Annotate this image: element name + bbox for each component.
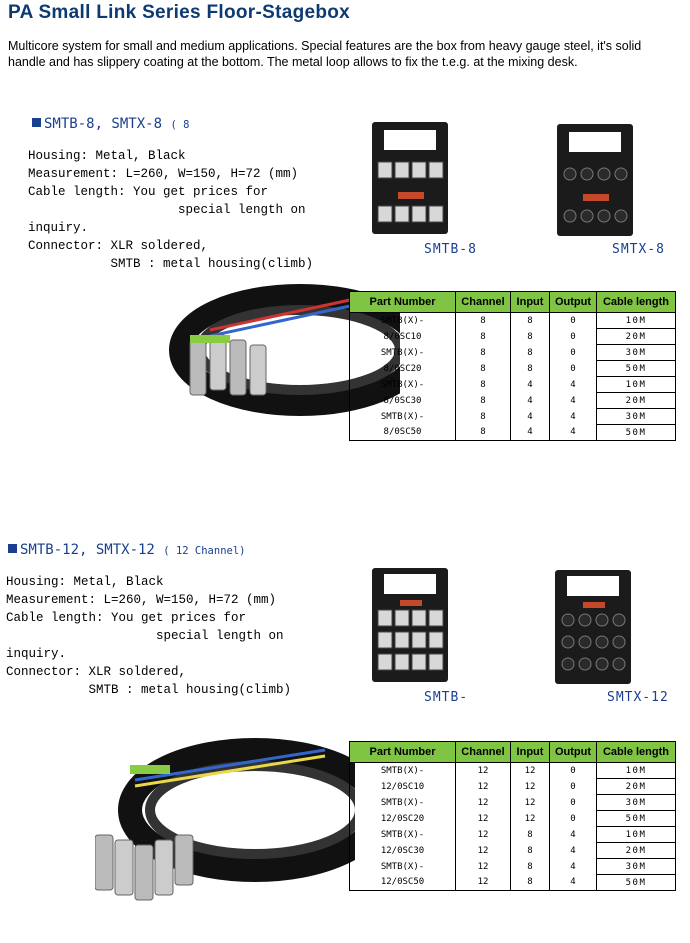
stagebox-smtx-8-image xyxy=(555,122,635,242)
table-row: SMTB(X)- 8 4 4 10M xyxy=(350,377,676,393)
table-row: SMTB(X)- 12 8 4 30M xyxy=(350,859,676,875)
table-row: SMTB(X)- 8 8 0 30M xyxy=(350,345,676,361)
table-row: 12/0SC30 12 8 4 20M xyxy=(350,843,676,859)
col-input: Input xyxy=(511,292,550,313)
section-heading: SMTB-8, SMTX-8 ( 8 xyxy=(32,116,189,132)
spec-text: Housing: Metal, Black Measurement: L=260, W=150, H=72 (mm) Cable length: You get prices for special length on inquiry. Connector: XLR soldered, SMTB : metal housing(climb) xyxy=(28,149,314,271)
col-part-number: Part Number xyxy=(350,742,456,763)
cable-xlr-12-image xyxy=(95,690,355,915)
col-channel: Channel xyxy=(456,742,511,763)
table-row: 8/0SC30 8 4 4 20M xyxy=(350,393,676,409)
intro-text: Multicore system for small and medium applications. Special features are the box from heavy gauge steel, it's solid handle and has slippery coating at the bottom. The metal loop allows to fix the t.e.g. at the mixing desk. xyxy=(8,39,642,69)
table-row: 8/0SC50 8 4 4 50M xyxy=(350,425,676,441)
stagebox-smtx-12-image xyxy=(553,568,633,688)
col-channel: Channel xyxy=(456,292,511,313)
section-heading: SMTB-12, SMTX-12 ( 12 Channel) xyxy=(8,542,245,558)
col-cable-length: Cable length xyxy=(597,742,676,763)
model-label-a: SMTB- xyxy=(424,690,469,705)
table-row: 8/0SC20 8 8 0 50M xyxy=(350,361,676,377)
table-row: 12/0SC20 12 12 0 50M xyxy=(350,811,676,827)
table-row: SMTB(X)- 12 12 0 30M xyxy=(350,795,676,811)
bullet-square-icon xyxy=(8,544,17,553)
table-row: 12/0SC50 12 8 4 50M xyxy=(350,875,676,891)
page-title: PA Small Link Series Floor-Stagebox xyxy=(8,2,351,23)
model-label-b: SMTX-8 xyxy=(612,242,665,257)
bullet-square-icon xyxy=(32,118,41,127)
table-row: 12/0SC10 12 12 0 20M xyxy=(350,779,676,795)
table-row: SMTB(X)- 8 4 4 30M xyxy=(350,409,676,425)
spec-text: Housing: Metal, Black Measurement: L=260, W=150, H=72 (mm) Cable length: You get prices for special length on inquiry. Connector: XLR soldered, SMTB : metal housing(climb) xyxy=(6,575,292,697)
col-input: Input xyxy=(511,742,550,763)
col-cable-length: Cable length xyxy=(597,292,676,313)
table-row: SMTB(X)- 8 8 0 10M xyxy=(350,313,676,329)
col-part-number: Part Number xyxy=(350,292,456,313)
model-label-a: SMTB-8 xyxy=(424,242,477,257)
part-table-12 xyxy=(349,741,676,891)
stagebox-smtb-8-image xyxy=(370,120,450,240)
table-row: SMTB(X)- 12 8 4 10M xyxy=(350,827,676,843)
col-output: Output xyxy=(550,742,597,763)
col-output: Output xyxy=(550,292,597,313)
model-label-b: SMTX-12 xyxy=(607,690,669,705)
table-row: 8/0SC10 8 8 0 20M xyxy=(350,329,676,345)
stagebox-smtb-12-image xyxy=(370,566,450,686)
part-table-8 xyxy=(349,291,676,441)
table-row: SMTB(X)- 12 12 0 10M xyxy=(350,763,676,779)
